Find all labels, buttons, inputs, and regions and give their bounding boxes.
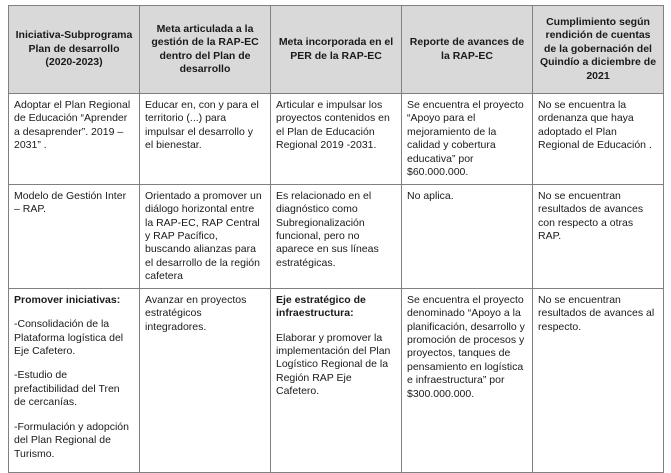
cell-text: Modelo de Gestión Inter – RAP.: [14, 189, 127, 216]
cell-iniciativa: [9, 94, 140, 185]
cell-text: Elaborar y promover la implementación del Plan Logístico Regional de la Región RAP Eje Cafetero.: [276, 331, 391, 398]
header-meta-per: Meta incorporada en el PER de la RAP-EC: [271, 6, 402, 94]
cell-text: No aplica.: [407, 189, 454, 202]
cell-iniciativa: [9, 288, 140, 472]
cell-title: Eje estratégico de infraestructura:: [276, 293, 366, 320]
cell-meta-gestion: [140, 94, 271, 185]
cell-reporte: [402, 94, 533, 185]
cell-title: Promover iniciativas:: [14, 293, 121, 306]
cell-meta-gestion: [140, 184, 271, 288]
cell-meta-per: [271, 184, 402, 288]
table-header-row: [9, 6, 664, 94]
cell-cumplimiento: [533, 184, 664, 288]
cell-list-item: -Estudio de prefactibilidad del Tren de cercanías.: [14, 369, 120, 409]
header-cumplimiento: Cumplimiento según rendición de cuentas de la gobernación del Quindío a diciembre de 2021: [533, 6, 664, 94]
cell-text: Educar en, con y para el territorio (...) para impulsar el desarrollo y el bienestar.: [145, 99, 259, 152]
cell-meta-per: [271, 288, 402, 472]
cell-meta-per: [271, 94, 402, 185]
cell-text: Orientado a promover un diálogo horizontal entre la RAP-EC, RAP Central y RAP Pacífico, buscando alianzas para el desarrollo de la región cafetera: [145, 189, 262, 283]
cell-text: Se encuentra el proyecto “Apoyo para el mejoramiento de la calidad y cobertura educativa” por $60.000.000.: [407, 99, 524, 179]
table-row-inter-rap: [9, 184, 664, 288]
header-reporte-avances: Reporte de avances de la RAP-EC: [402, 6, 533, 94]
cell-text: No se encuentran resultados de avances al respecto.: [538, 293, 655, 333]
cell-cumplimiento: [533, 94, 664, 185]
cell-text: No se encuentra la ordenanza que haya adoptado el Plan Regional de Educación .: [538, 99, 652, 152]
cell-iniciativa: [9, 184, 140, 288]
cell-meta-gestion: [140, 288, 271, 472]
table-row-educacion: [9, 94, 664, 185]
cell-text: Articular e impulsar los proyectos contenidos en el Plan de Educación Regional 2019 -2031.: [276, 99, 390, 152]
cell-reporte: [402, 288, 533, 472]
cell-text: Avanzar en proyectos estratégicos integradores.: [145, 293, 247, 333]
header-meta-gestion: Meta articulada a la gestión de la RAP-EC dentro del Plan de desarrollo: [140, 6, 271, 94]
cell-list-item: -Consolidación de la Plataforma logística del Eje Cafetero.: [14, 318, 124, 357]
cell-list-item: -Formulación y adopción del Plan Regional de Turismo.: [14, 420, 129, 460]
cell-text: No se encuentran resultados de avances con respecto a otras RAP.: [538, 189, 644, 242]
cell-text: Adoptar el Plan Regional de Educación “Aprender a desaprender”. 2019 – 2031” .: [14, 99, 131, 152]
cell-text: Es relacionado en el diagnóstico como Subregionalización funcional, pero no aparece en sus líneas estratégicas.: [276, 189, 379, 269]
cell-cumplimiento: [533, 288, 664, 472]
header-iniciativa-subprograma: Iniciativa-Subprograma Plan de desarrollo (2020-2023): [9, 6, 140, 94]
cell-reporte: [402, 184, 533, 288]
cell-text: Se encuentra el proyecto denominado “Apoyo a la planificación, desarrollo y promoción de procesos y proyectos, tanques de pensamiento en logística e infraestructura” por $300.000.000.: [407, 293, 525, 400]
table-row-iniciativas: [9, 288, 664, 472]
rap-ec-comparison-table: [8, 5, 664, 473]
